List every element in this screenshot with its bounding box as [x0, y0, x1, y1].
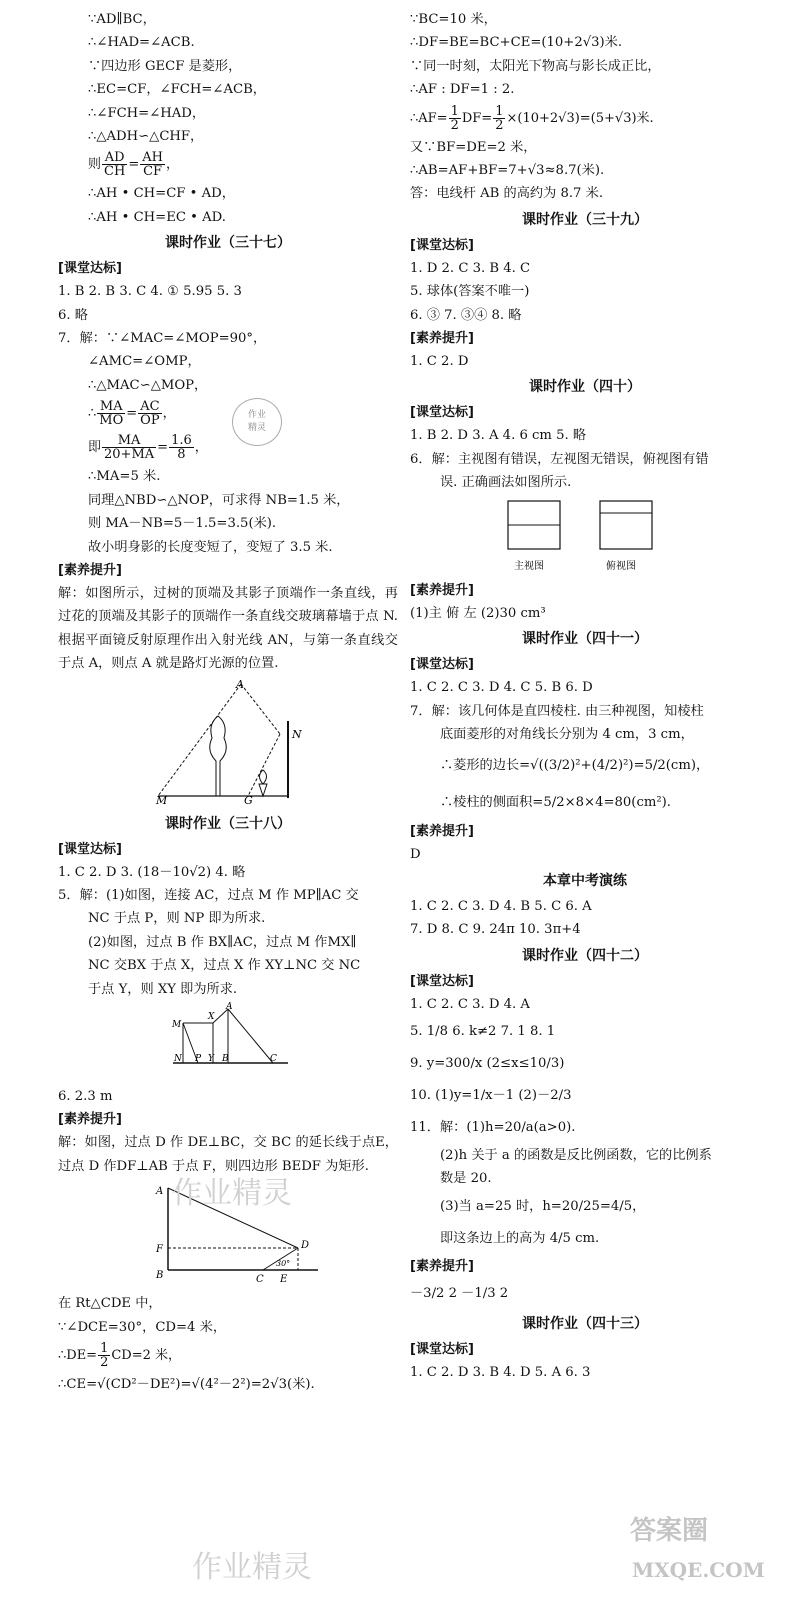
figure-label: B [222, 1053, 229, 1064]
proof-line: ∵AD∥BC， [88, 12, 156, 27]
solution-line: NC 交BX 于点 X，过点 X 作 XY⊥NC 交 NC [88, 958, 361, 974]
solution-line: 于点 Y，则 XY 即为所求. [88, 981, 238, 997]
views-figure [410, 495, 760, 575]
solution-line: (3)当 a=25 时，h=20/25=4/5， [440, 1198, 646, 1214]
fraction: $\frac{MA}{20+MA}$ [104, 433, 155, 463]
figure-label: M [172, 1019, 182, 1030]
figure-label: A [156, 1186, 164, 1198]
solution-math: ∴AF= $\frac{1}{2}$ DF= $\frac{1}{2}$ ×(10+2√3)=(5+√3)米. [410, 103, 654, 133]
answer-line: 1. B 2. B 3. C 4. ① 5.95 5. 3 [58, 284, 242, 300]
figure-label: A [226, 1001, 233, 1012]
watermark-site: MXQE.COM [632, 1558, 765, 1582]
watermark-text: 作业精灵 [192, 1550, 312, 1585]
section-label: [课堂达标] [410, 973, 474, 989]
heading-39: 课时作业（三十九） [522, 211, 648, 228]
answer-line: 1. D 2. C 3. B 4. C [410, 260, 531, 276]
fraction: $\frac{MA}{MO}$ [99, 399, 124, 429]
heading-38: 课时作业（三十八） [165, 815, 291, 832]
answer-line: 1. C 2. C 3. D 4. B 5. C 6. A [410, 898, 592, 914]
proof-line: ∵四边形 GECF 是菱形， [88, 58, 242, 74]
answer-line: 10. (1)y=1/x－1 (2)－2/3 [410, 1087, 572, 1103]
figure-label: N [292, 727, 302, 741]
figure-label: 30° [276, 1259, 291, 1269]
heading-42: 课时作业（四十二） [522, 947, 648, 964]
figure-label: Y [208, 1053, 214, 1064]
solution-line: 数是 20. [440, 1171, 492, 1187]
heading-43: 课时作业（四十三） [522, 1315, 648, 1332]
answer-line: 1. C 2. C 3. D 4. C 5. B 6. D [410, 680, 593, 696]
figure-label: X [208, 1011, 215, 1022]
fraction: $\frac{1}{2}$ [450, 103, 459, 133]
section-label: [素养提升] [58, 562, 122, 578]
section-label: [课堂达标] [410, 237, 474, 253]
solution-math: 即 $\frac{MA}{20+MA}$ = $\frac{1.6}{8}$ ， [88, 433, 208, 463]
proof-line: ∴EC=CF，∠FCH=∠ACB， [88, 82, 266, 98]
solution-line: ∠AMC=∠OMP， [88, 354, 201, 370]
solution-line: (2)h 关于 a 的函数是反比例函数，它的比例系 [440, 1147, 712, 1163]
fraction: $\frac{1}{2}$ [100, 1341, 109, 1370]
section-label: [素养提升] [410, 331, 474, 347]
heading-41: 课时作业（四十一） [522, 631, 648, 648]
view-label: 俯视图 [606, 560, 636, 572]
fraction: $\frac{AC}{OP}$ [140, 399, 160, 429]
solution-line: 底面菱形的对角线长分别为 4 cm，3 cm， [440, 726, 694, 742]
figure-label: G [244, 793, 253, 806]
answer-line: 5. 1/8 6. k≠2 7. 1 8. 1 [410, 1023, 556, 1039]
answer-line: 1. C 2. C 3. D 4. A [410, 996, 530, 1012]
proof-line: ∴∠HAD=∠ACB. [88, 35, 195, 51]
answer-line: 6. ③ 7. ③④ 8. 略 [410, 307, 522, 323]
solution-line: NC 于点 P，则 NP 即为所求. [88, 911, 266, 927]
view-label: 主视图 [514, 560, 544, 572]
right-column [410, 8, 760, 1384]
solution-line: 即这条边上的高为 4/5 cm. [440, 1230, 600, 1246]
answer-line: －3/2 2 －1/3 2 [410, 1285, 509, 1301]
solution-line: 在 Rt△CDE 中， [58, 1296, 162, 1312]
answer-line: (1)主 俯 左 (2)30 cm³ [410, 605, 546, 621]
answer-line: 7. D 8. C 9. 24π 10. 3π+4 [410, 922, 581, 938]
solution-line: 7．解：∵∠MAC=∠MOP=90°， [58, 331, 267, 347]
solution-paragraph: 解：如图，过点 D 作 DE⊥BC，交 BC 的延长线于点E，过点 D 作DF⊥AB 于点 F，则四边形 BEDF 为矩形. [58, 1135, 398, 1174]
solution-line: ∵同一时刻，太阳光下物高与影长成正比， [410, 58, 661, 74]
proof-line: ∴AH • CH=CF • AD， [88, 186, 235, 202]
section-label: [素养提升] [58, 1112, 122, 1128]
solution-line: 6．解：主视图有错误，左视图无错误，俯视图有错 [410, 451, 709, 467]
answer-line: 1. C 2. D 3. (18－10√2) 4. 略 [58, 864, 246, 880]
figure-label: C [270, 1053, 277, 1064]
solution-line: 又∵BF=DE=2 米， [410, 139, 537, 155]
fraction: $\frac{1}{2}$ [495, 103, 504, 133]
watermark-text: 作业精灵 [172, 1176, 292, 1211]
proof-line: ∴△ADH∽△CHF， [88, 129, 204, 145]
answer-line: 1. B 2. D 3. A 4. 6 cm 5. 略 [410, 428, 587, 444]
section-label: [课堂达标] [58, 841, 122, 857]
solution-line: 7．解：该几何体是直四棱柱. 由三种视图，知棱柱 [410, 703, 704, 719]
solution-line: 故小明身影的长度变短了，变短了 3.5 米. [88, 539, 333, 555]
fraction: $\frac{AH}{CF}$ [142, 150, 163, 180]
answer-line: 5. 球体(答案不唯一) [410, 284, 530, 300]
heading-exam: 本章中考演练 [543, 872, 627, 889]
figure-label: F [156, 1244, 163, 1256]
answer-line: 6. 2.3 m [58, 1088, 113, 1104]
section-label: [课堂达标] [58, 261, 122, 277]
watermark-stamp: 作业 精灵 [232, 398, 282, 446]
section-label: [课堂达标] [410, 1341, 474, 1357]
answer-line: 1. C 2. D [410, 354, 469, 370]
section-label: [素养提升] [410, 824, 474, 840]
watermark-logo: 答案圈 [630, 1516, 709, 1546]
proof-line: ∴∠FCH=∠HAD， [88, 105, 206, 121]
solution-line: 误. 正确画法如图所示. [440, 475, 572, 491]
section-label: [素养提升] [410, 582, 474, 598]
solution-math: ∴ $\frac{MA}{MO}$ = $\frac{AC}{OP}$ ， [88, 399, 176, 429]
solution-line: 答：电线杆 AB 的高约为 8.7 米. [410, 186, 604, 202]
solution-line: ∴菱形的边长=√((3/2)²+(4/2)²)=5/2(cm)， [440, 758, 710, 774]
figure-label: N [174, 1053, 182, 1064]
figure-label: A [236, 677, 244, 691]
solution-line: 11．解：(1)h=20/a(a>0). [410, 1119, 576, 1135]
answer-line: D [410, 847, 421, 863]
fraction: $\frac{1.6}{8}$ [171, 433, 192, 463]
figure-label: E [280, 1274, 288, 1286]
figure-label: P [195, 1053, 202, 1064]
solution-line: ∴AB=AF+BF=7+√3≈8.7(米). [410, 163, 605, 179]
section-label: [课堂达标] [410, 657, 474, 673]
solution-line: ∴△MAC∽△MOP， [88, 377, 208, 393]
shadow-figure [58, 1001, 398, 1081]
fraction: $\frac{AD}{CH}$ [104, 150, 126, 180]
figure-label: D [301, 1240, 310, 1252]
solution-line: (2)如图，过点 B 作 BX∥AC，过点 M 作MX∥ [88, 934, 357, 950]
ratio-line: 则 $\frac{AD}{CH}$ = $\frac{AH}{CF}$ ， [88, 150, 179, 180]
solution-paragraph: 解：如图所示，过树的顶端及其影子顶端作一条直线，再过花的顶端及其影子的顶端作一条直线交玻璃幕墙于点 N. 根据平面镜反射原理作出入射光线 AN，与第一条直线交于点 A，则点 A 就是路灯光源的位置. [58, 585, 398, 672]
ratio-prefix: 则 [88, 157, 102, 173]
answer-line: 6. 略 [58, 307, 88, 323]
figure-label: M [156, 793, 168, 806]
section-label: [素养提升] [410, 1258, 474, 1274]
section-label: [课堂达标] [410, 405, 474, 421]
figure-label: B [156, 1270, 164, 1282]
solution-line: 同理△NBD∽△NOP，可求得 NB=1.5 米， [88, 492, 350, 508]
solution-line: ∴CE=√(CD²－DE²)=√(4²－2²)=2√3(米). [58, 1377, 315, 1392]
solution-line: ∴MA=5 米. [88, 469, 161, 485]
proof-line: ∴AH • CH=EC • AD. [88, 209, 226, 225]
figure-label: C [256, 1274, 264, 1286]
solution-math: ∴DE= $\frac{1}{2}$ CD=2 米， [58, 1341, 182, 1370]
solution-line: ∵BC=10 米， [410, 12, 497, 27]
solution-line: ∴AF : DF=1 : 2. [410, 82, 515, 98]
heading-40: 课时作业（四十） [529, 379, 641, 396]
answer-line: 1. C 2. D 3. B 4. D 5. A 6. 3 [410, 1364, 591, 1380]
solution-line: ∴DF=BE=BC+CE=(10+2√3)米. [410, 35, 623, 51]
streetlight-figure [58, 676, 398, 806]
answer-line: 9. y=300/x (2≤x≤10/3) [410, 1055, 565, 1071]
solution-line: ∴棱柱的侧面积=5/2×8×4=80(cm²). [440, 795, 671, 811]
heading-37: 课时作业（三十七） [165, 235, 291, 252]
solution-line: 则 MA－NB=5－1.5=3.5(米). [88, 516, 277, 532]
solution-line: 5．解：(1)如图，连接 AC，过点 M 作 MP∥AC 交 [58, 887, 359, 903]
solution-line: ∵∠DCE=30°，CD=4 米， [58, 1319, 227, 1335]
